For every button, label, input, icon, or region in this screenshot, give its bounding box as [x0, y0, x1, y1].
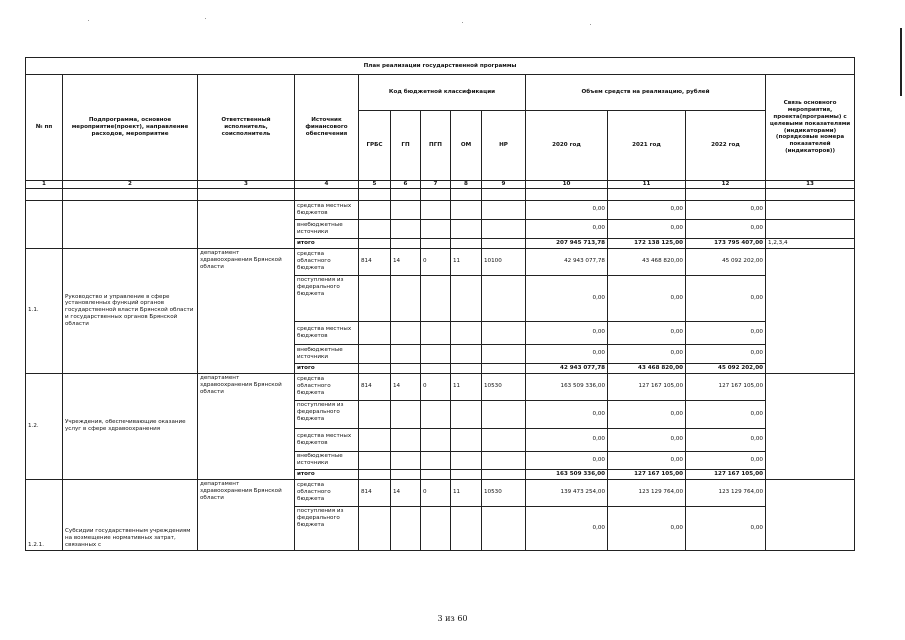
value-2022: 0,00	[686, 321, 766, 344]
column-number: 10	[526, 181, 608, 189]
source-cell: поступления из федерального бюджета	[295, 506, 359, 550]
header-row-top	[26, 75, 855, 111]
source-cell: итого	[295, 238, 359, 248]
value-2022: 45 092 202,00	[686, 248, 766, 275]
header-pgp: ПГП	[421, 111, 451, 181]
value-2021: 43 468 820,00	[608, 248, 686, 275]
value-2022: 0,00	[686, 344, 766, 363]
total-2022: 173 795 407,00	[686, 238, 766, 248]
column-number: 4	[295, 181, 359, 189]
source-cell: поступления из федерального бюджета	[295, 400, 359, 428]
column-number: 6	[391, 181, 421, 189]
value-2020: 0,00	[526, 400, 608, 428]
source-cell: внебюджетные источники	[295, 219, 359, 238]
source-cell: внебюджетные источники	[295, 451, 359, 469]
page-number: 3 из 60	[437, 614, 468, 623]
code-gp: 14	[391, 248, 421, 275]
total-2020: 163 509 336,00	[526, 469, 608, 479]
scan-speck	[205, 18, 206, 19]
table-row	[26, 248, 855, 275]
value-2022: 0,00	[686, 428, 766, 451]
header-grbs: ГРБС	[359, 111, 391, 181]
value-2021: 127 167 105,00	[608, 373, 686, 400]
value-2022: 127 167 105,00	[686, 373, 766, 400]
row-number: 1.1.	[26, 248, 63, 373]
header-om: ОМ	[451, 111, 482, 181]
table-row	[26, 373, 855, 400]
code-gp: 14	[391, 373, 421, 400]
value-2020: 0,00	[526, 428, 608, 451]
code-grbs: 814	[359, 479, 391, 506]
measure-name: Руководство и управление в сфере установленных функций органов государственной власти Брянской области и государственных органов Брянской области	[63, 248, 198, 373]
value-2020: 0,00	[526, 200, 608, 219]
total-2022: 45 092 202,00	[686, 363, 766, 373]
column-number: 5	[359, 181, 391, 189]
code-om: 11	[451, 479, 482, 506]
source-cell: средства областного бюджета	[295, 248, 359, 275]
code-gp: 14	[391, 479, 421, 506]
code-om: 11	[451, 248, 482, 275]
indicator-link: 1,2,3,4	[766, 238, 855, 248]
table-title: План реализации государственной программы	[26, 58, 855, 75]
column-numbers-row	[26, 181, 855, 189]
scan-speck	[462, 22, 463, 23]
value-2020: 0,00	[526, 219, 608, 238]
source-cell: средства областного бюджета	[295, 479, 359, 506]
column-number: 3	[198, 181, 295, 189]
program-plan-table	[25, 57, 855, 551]
source-cell: поступления из федерального бюджета	[295, 275, 359, 321]
header-num: № пп	[26, 75, 63, 181]
value-2020: 139 473 254,00	[526, 479, 608, 506]
column-number: 8	[451, 181, 482, 189]
value-2020: 163 509 336,00	[526, 373, 608, 400]
responsible-cell: департамент здравоохранения Брянской области	[198, 373, 295, 479]
total-2021: 127 167 105,00	[608, 469, 686, 479]
value-2021: 0,00	[608, 451, 686, 469]
value-2022: 0,00	[686, 400, 766, 428]
column-number: 9	[482, 181, 526, 189]
table-title-row	[26, 58, 855, 75]
value-2022: 123 129 764,00	[686, 479, 766, 506]
code-pgp: 0	[421, 248, 451, 275]
row-number: 1.2.1.	[26, 479, 63, 550]
source-cell: средства местных бюджетов	[295, 321, 359, 344]
value-2021: 0,00	[608, 400, 686, 428]
value-2021: 0,00	[608, 428, 686, 451]
page-edge-mark	[900, 28, 902, 96]
value-2021: 0,00	[608, 200, 686, 219]
column-number: 7	[421, 181, 451, 189]
header-budget-code: Код бюджетной классификации	[359, 75, 526, 111]
responsible-cell: департамент здравоохранения Брянской области	[198, 479, 295, 550]
cut-off-text	[63, 188, 198, 200]
code-nr: 10100	[482, 248, 526, 275]
total-2022: 127 167 105,00	[686, 469, 766, 479]
total-2021: 172 138 125,00	[608, 238, 686, 248]
responsible-cell: департамент здравоохранения Брянской области	[198, 248, 295, 373]
value-2020: 0,00	[526, 275, 608, 321]
source-cell: итого	[295, 469, 359, 479]
value-2021: 0,00	[608, 321, 686, 344]
column-number: 12	[686, 181, 766, 189]
header-2021: 2021 год	[608, 111, 686, 181]
total-2020: 42 943 077,78	[526, 363, 608, 373]
value-2022: 0,00	[686, 275, 766, 321]
header-volume: Объем средств на реализацию, рублей	[526, 75, 766, 111]
value-2021: 123 129 764,00	[608, 479, 686, 506]
value-2020: 0,00	[526, 451, 608, 469]
measure-name: Субсидии государственным учреждениям на возмещение нормативных затрат, связанных с	[63, 479, 198, 550]
header-2020: 2020 год	[526, 111, 608, 181]
code-pgp: 0	[421, 373, 451, 400]
value-2022: 0,00	[686, 451, 766, 469]
value-2022: 0,00	[686, 200, 766, 219]
row-number: 1.2.	[26, 373, 63, 479]
source-cell: внебюджетные источники	[295, 344, 359, 363]
source-cell: средства местных бюджетов	[295, 200, 359, 219]
total-2020: 207 945 713,78	[526, 238, 608, 248]
column-number: 13	[766, 181, 855, 189]
header-link: Связь основного мероприятия, проекта(программы) с целевыми показателями (индикаторами) (порядковые номера показателей (индикаторов))	[766, 75, 855, 181]
value-2020: 0,00	[526, 506, 608, 550]
code-om: 11	[451, 373, 482, 400]
value-2022: 0,00	[686, 219, 766, 238]
header-responsible: Ответственный исполнитель, соисполнитель	[198, 75, 295, 181]
value-2020: 0,00	[526, 321, 608, 344]
value-2021: 0,00	[608, 275, 686, 321]
table-row	[26, 200, 855, 219]
value-2021: 0,00	[608, 219, 686, 238]
header-source: Источник финансового обеспечения	[295, 75, 359, 181]
scan-speck	[590, 24, 591, 25]
value-2020: 0,00	[526, 344, 608, 363]
source-cell: средства областного бюджета	[295, 373, 359, 400]
table-row	[26, 479, 855, 506]
value-2020: 42 943 077,78	[526, 248, 608, 275]
table-row	[26, 188, 855, 200]
code-pgp: 0	[421, 479, 451, 506]
column-number: 2	[63, 181, 198, 189]
header-gp: ГП	[391, 111, 421, 181]
program-plan-table-sheet	[25, 57, 854, 551]
header-2022: 2022 год	[686, 111, 766, 181]
code-nr: 10530	[482, 479, 526, 506]
measure-name: Учреждения, обеспечивающие оказание услуг в сфере здравоохранения	[63, 373, 198, 479]
value-2022: 0,00	[686, 506, 766, 550]
total-2021: 43 468 820,00	[608, 363, 686, 373]
scan-speck	[88, 20, 89, 21]
column-number: 11	[608, 181, 686, 189]
value-2021: 0,00	[608, 344, 686, 363]
code-grbs: 814	[359, 373, 391, 400]
value-2021: 0,00	[608, 506, 686, 550]
code-grbs: 814	[359, 248, 391, 275]
code-nr: 10530	[482, 373, 526, 400]
column-number: 1	[26, 181, 63, 189]
source-cell: средства местных бюджетов	[295, 428, 359, 451]
header-subprogram: Подпрограмма, основное мероприятие(проект), направление расходов, мероприятие	[63, 75, 198, 181]
header-nr: НР	[482, 111, 526, 181]
source-cell: итого	[295, 363, 359, 373]
